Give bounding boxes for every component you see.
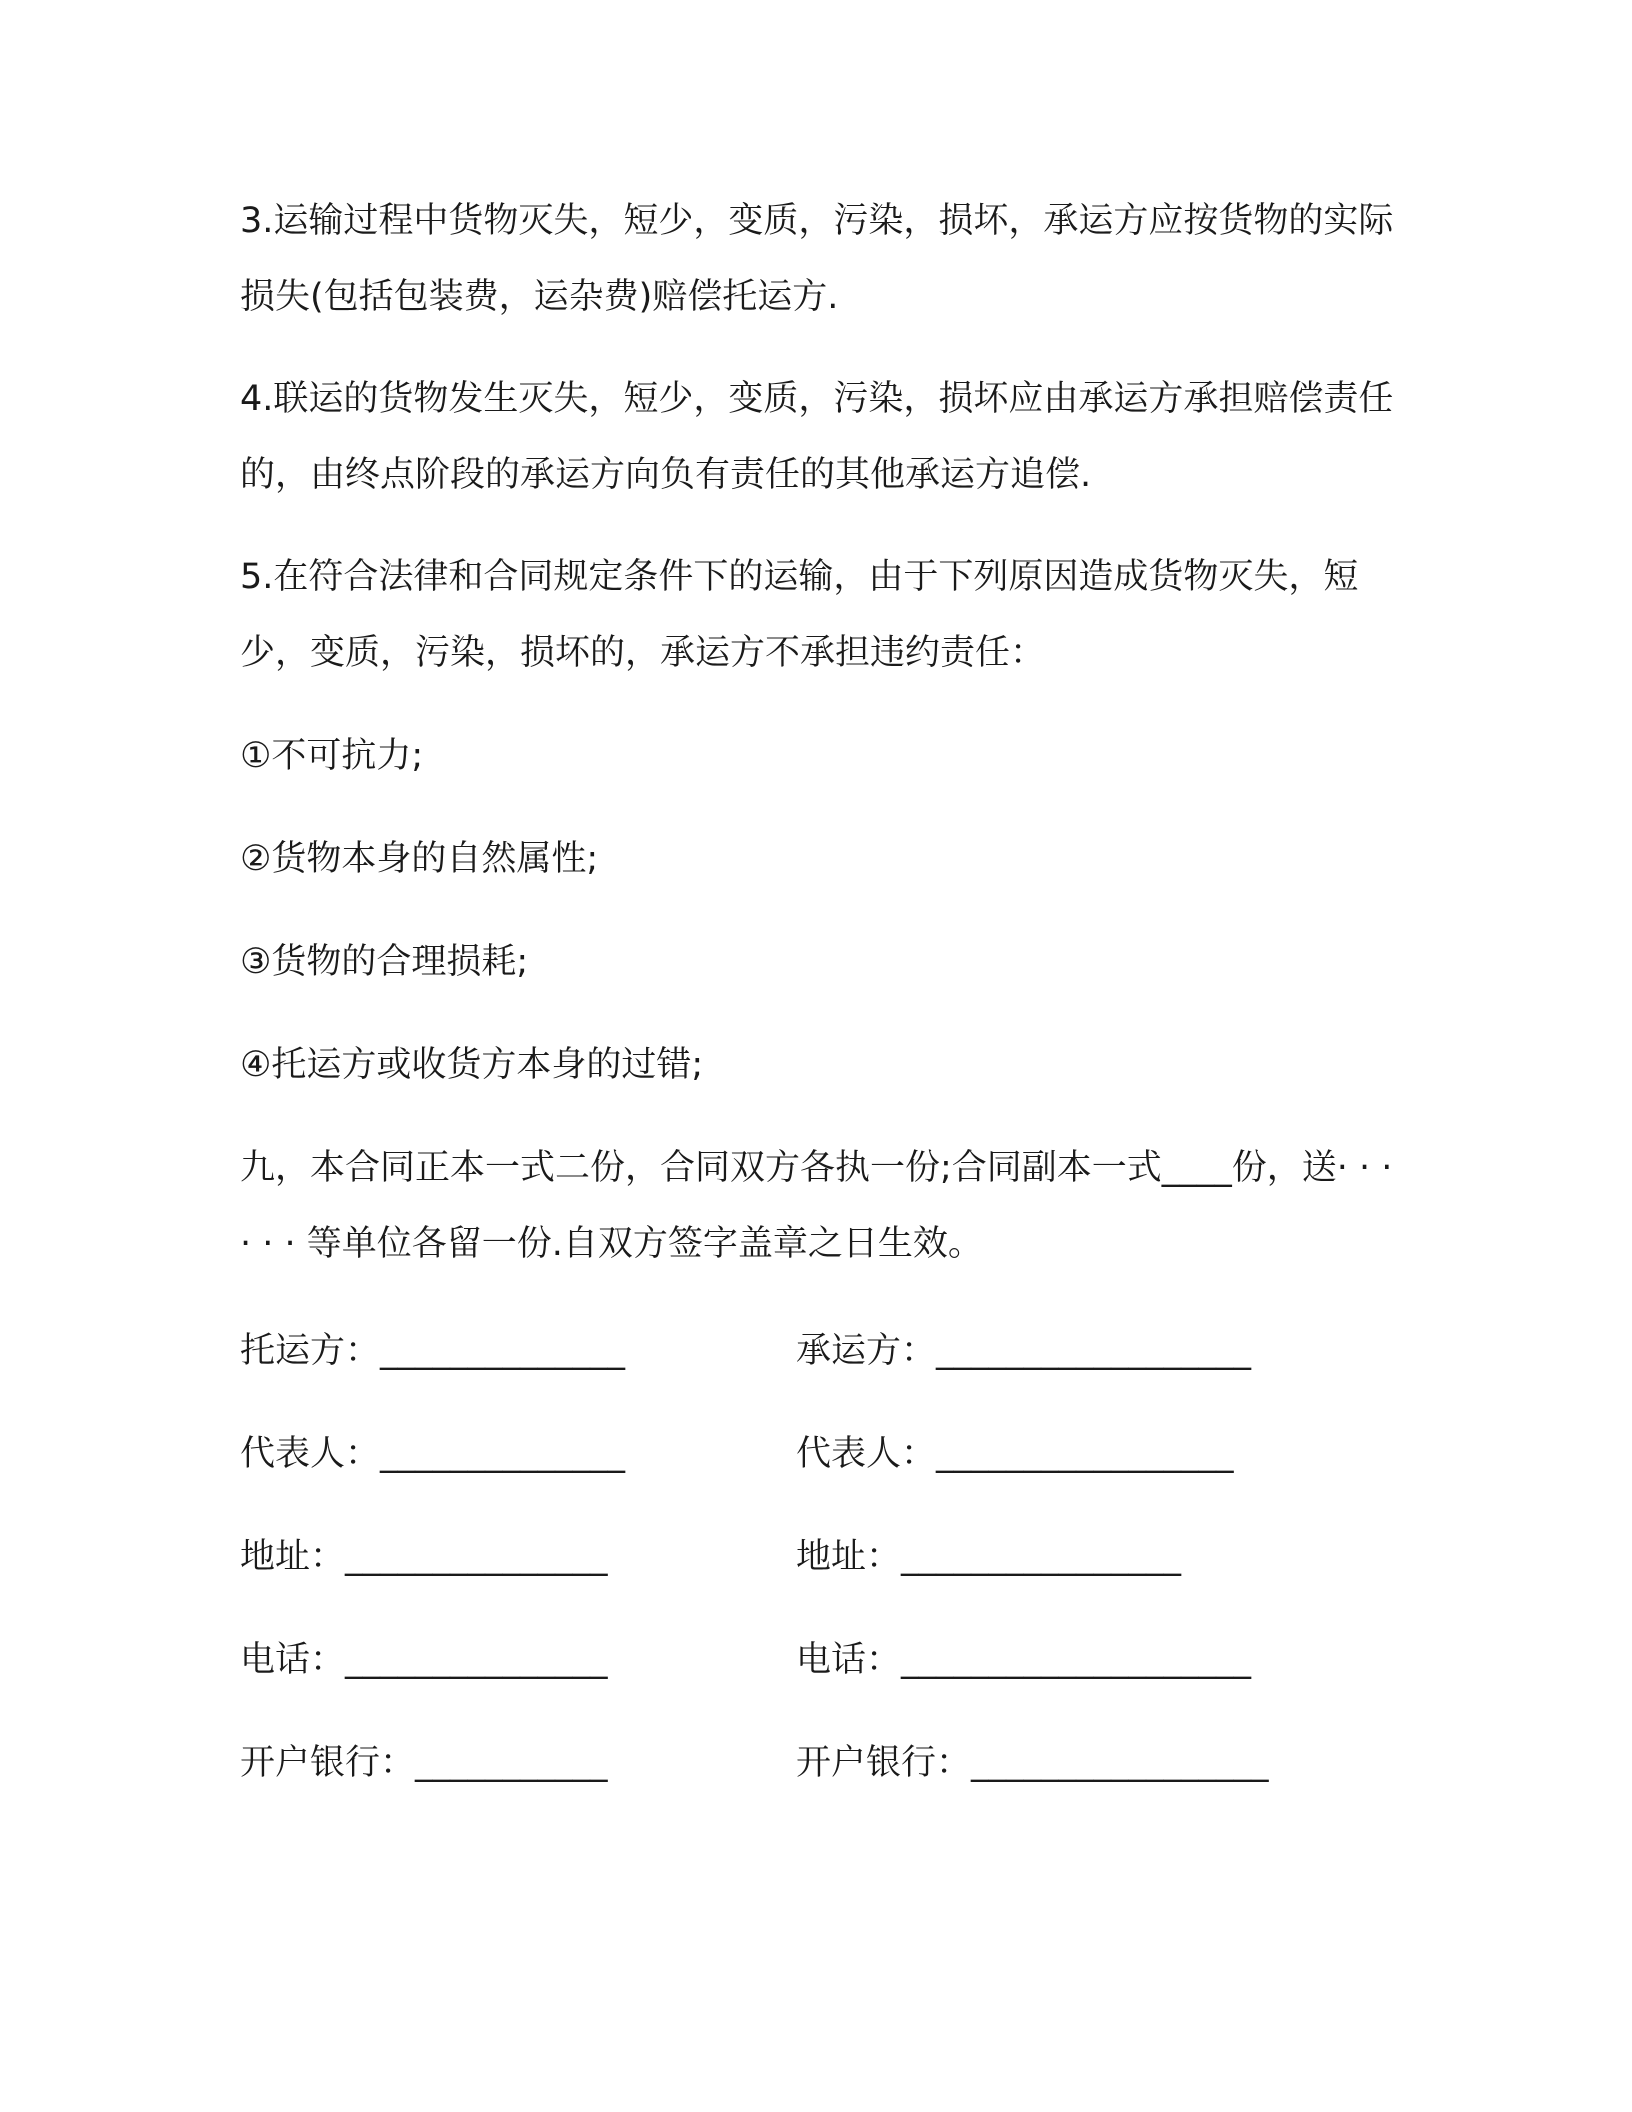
clause-5-paragraph: 5.在符合法律和合同规定条件下的运输，由于下列原因造成货物灭失，短少，变质，污染，损坏的，承运方不承担违约责任： xyxy=(240,557,1359,673)
exemption-item-1: ①不可抗力; xyxy=(240,736,424,776)
exemption-item-3: ③货物的合理损耗; xyxy=(240,942,529,982)
clause-9-paragraph: 九，本合同正本一式二份，合同双方各执一份;合同副本一式____份，送· · · · · · 等单位各留一份.自双方签字盖章之日生效。 xyxy=(240,1148,1404,1264)
shipper-address-field: 地址：_______________ xyxy=(240,1537,608,1577)
carrier-phone-field: 电话：____________________ xyxy=(796,1640,1252,1680)
clause-4-paragraph: 4.联运的货物发生灭失，短少，变质，污染，损坏应由承运方承担赔偿责任的，由终点阶段的承运方向负有责任的其他承运方追偿. xyxy=(240,379,1394,495)
shipper-bank-field: 开户银行：___________ xyxy=(240,1743,608,1783)
carrier-field: 承运方：__________________ xyxy=(796,1331,1252,1371)
carrier-bank-field: 开户银行：_________________ xyxy=(796,1743,1269,1783)
shipper-field: 托运方：______________ xyxy=(240,1331,626,1371)
shipper-phone-field: 电话：_______________ xyxy=(240,1640,608,1680)
exemption-item-4: ④托运方或收货方本身的过错; xyxy=(240,1045,704,1085)
clause-3-paragraph: 3.运输过程中货物灭失，短少，变质，污染，损坏，承运方应按货物的实际损失(包括包装费，运杂费)赔偿托运方. xyxy=(240,201,1394,317)
shipper-representative-field: 代表人：______________ xyxy=(240,1434,626,1474)
carrier-representative-field: 代表人：_________________ xyxy=(796,1434,1234,1474)
exemption-item-2: ②货物本身的自然属性; xyxy=(240,839,599,879)
carrier-address-field: 地址：________________ xyxy=(796,1537,1182,1577)
